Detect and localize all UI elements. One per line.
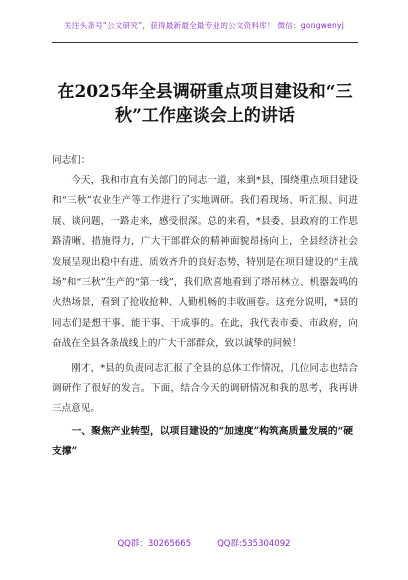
document-body — [52, 151, 358, 463]
header-banner: 关注头条号“公文研究”，获得最新最全最专业的公文资料库！ 微信：gongwenyj — [63, 21, 345, 30]
header-divider — [52, 42, 358, 43]
footer-qq-group-1: QQ群：30265665 — [117, 539, 192, 549]
salutation: 同志们： — [52, 155, 91, 166]
footer-contact — [0, 537, 408, 549]
paragraph: 今天，我和市直有关部门的同志一道，来到*县，围绕重点项目建设和“三秋”农业生产等工作进行了实地调研。我们看现场、听汇报、问进展、谈问题，一路走来，感受很深。总的来看，*县委、县政府的工作思路清晰、措施得力，广大干部群众的精神面貌昂扬向上，全县经济社会发展呈现出稳中有进、质效齐升的良好态势，特别是在项目建设的“主战场”和“三秋”生产的“第一线”，我们欣喜地看到了塔吊林立、机器轰鸣的火热场景，看到了抢收抢种、人勤机畅的丰收画卷。这充分说明，*县的同志们是想干事、能干事、干成事的。在此，我代表市委、市政府，向奋战在全县各条战线上的广大干部群众，致以诚挚的问候！ — [52, 175, 358, 350]
section-heading: 一、聚焦产业转型，以项目建设的“加速度”构筑高质量发展的“硬支撑” — [52, 425, 354, 458]
paragraph: 刚才，*县的负责同志汇报了全县的总体工作情况，几位同志也结合调研作了很好的发言。下面，结合今天的调研情况和我的思考，我再讲三点意见。 — [52, 362, 358, 415]
footer-qq-group-2: QQ群:535304092 — [217, 539, 291, 549]
document-title: 在2025年全县调研重点项目建设和“三秋”工作座谈会上的讲话 — [57, 82, 353, 126]
